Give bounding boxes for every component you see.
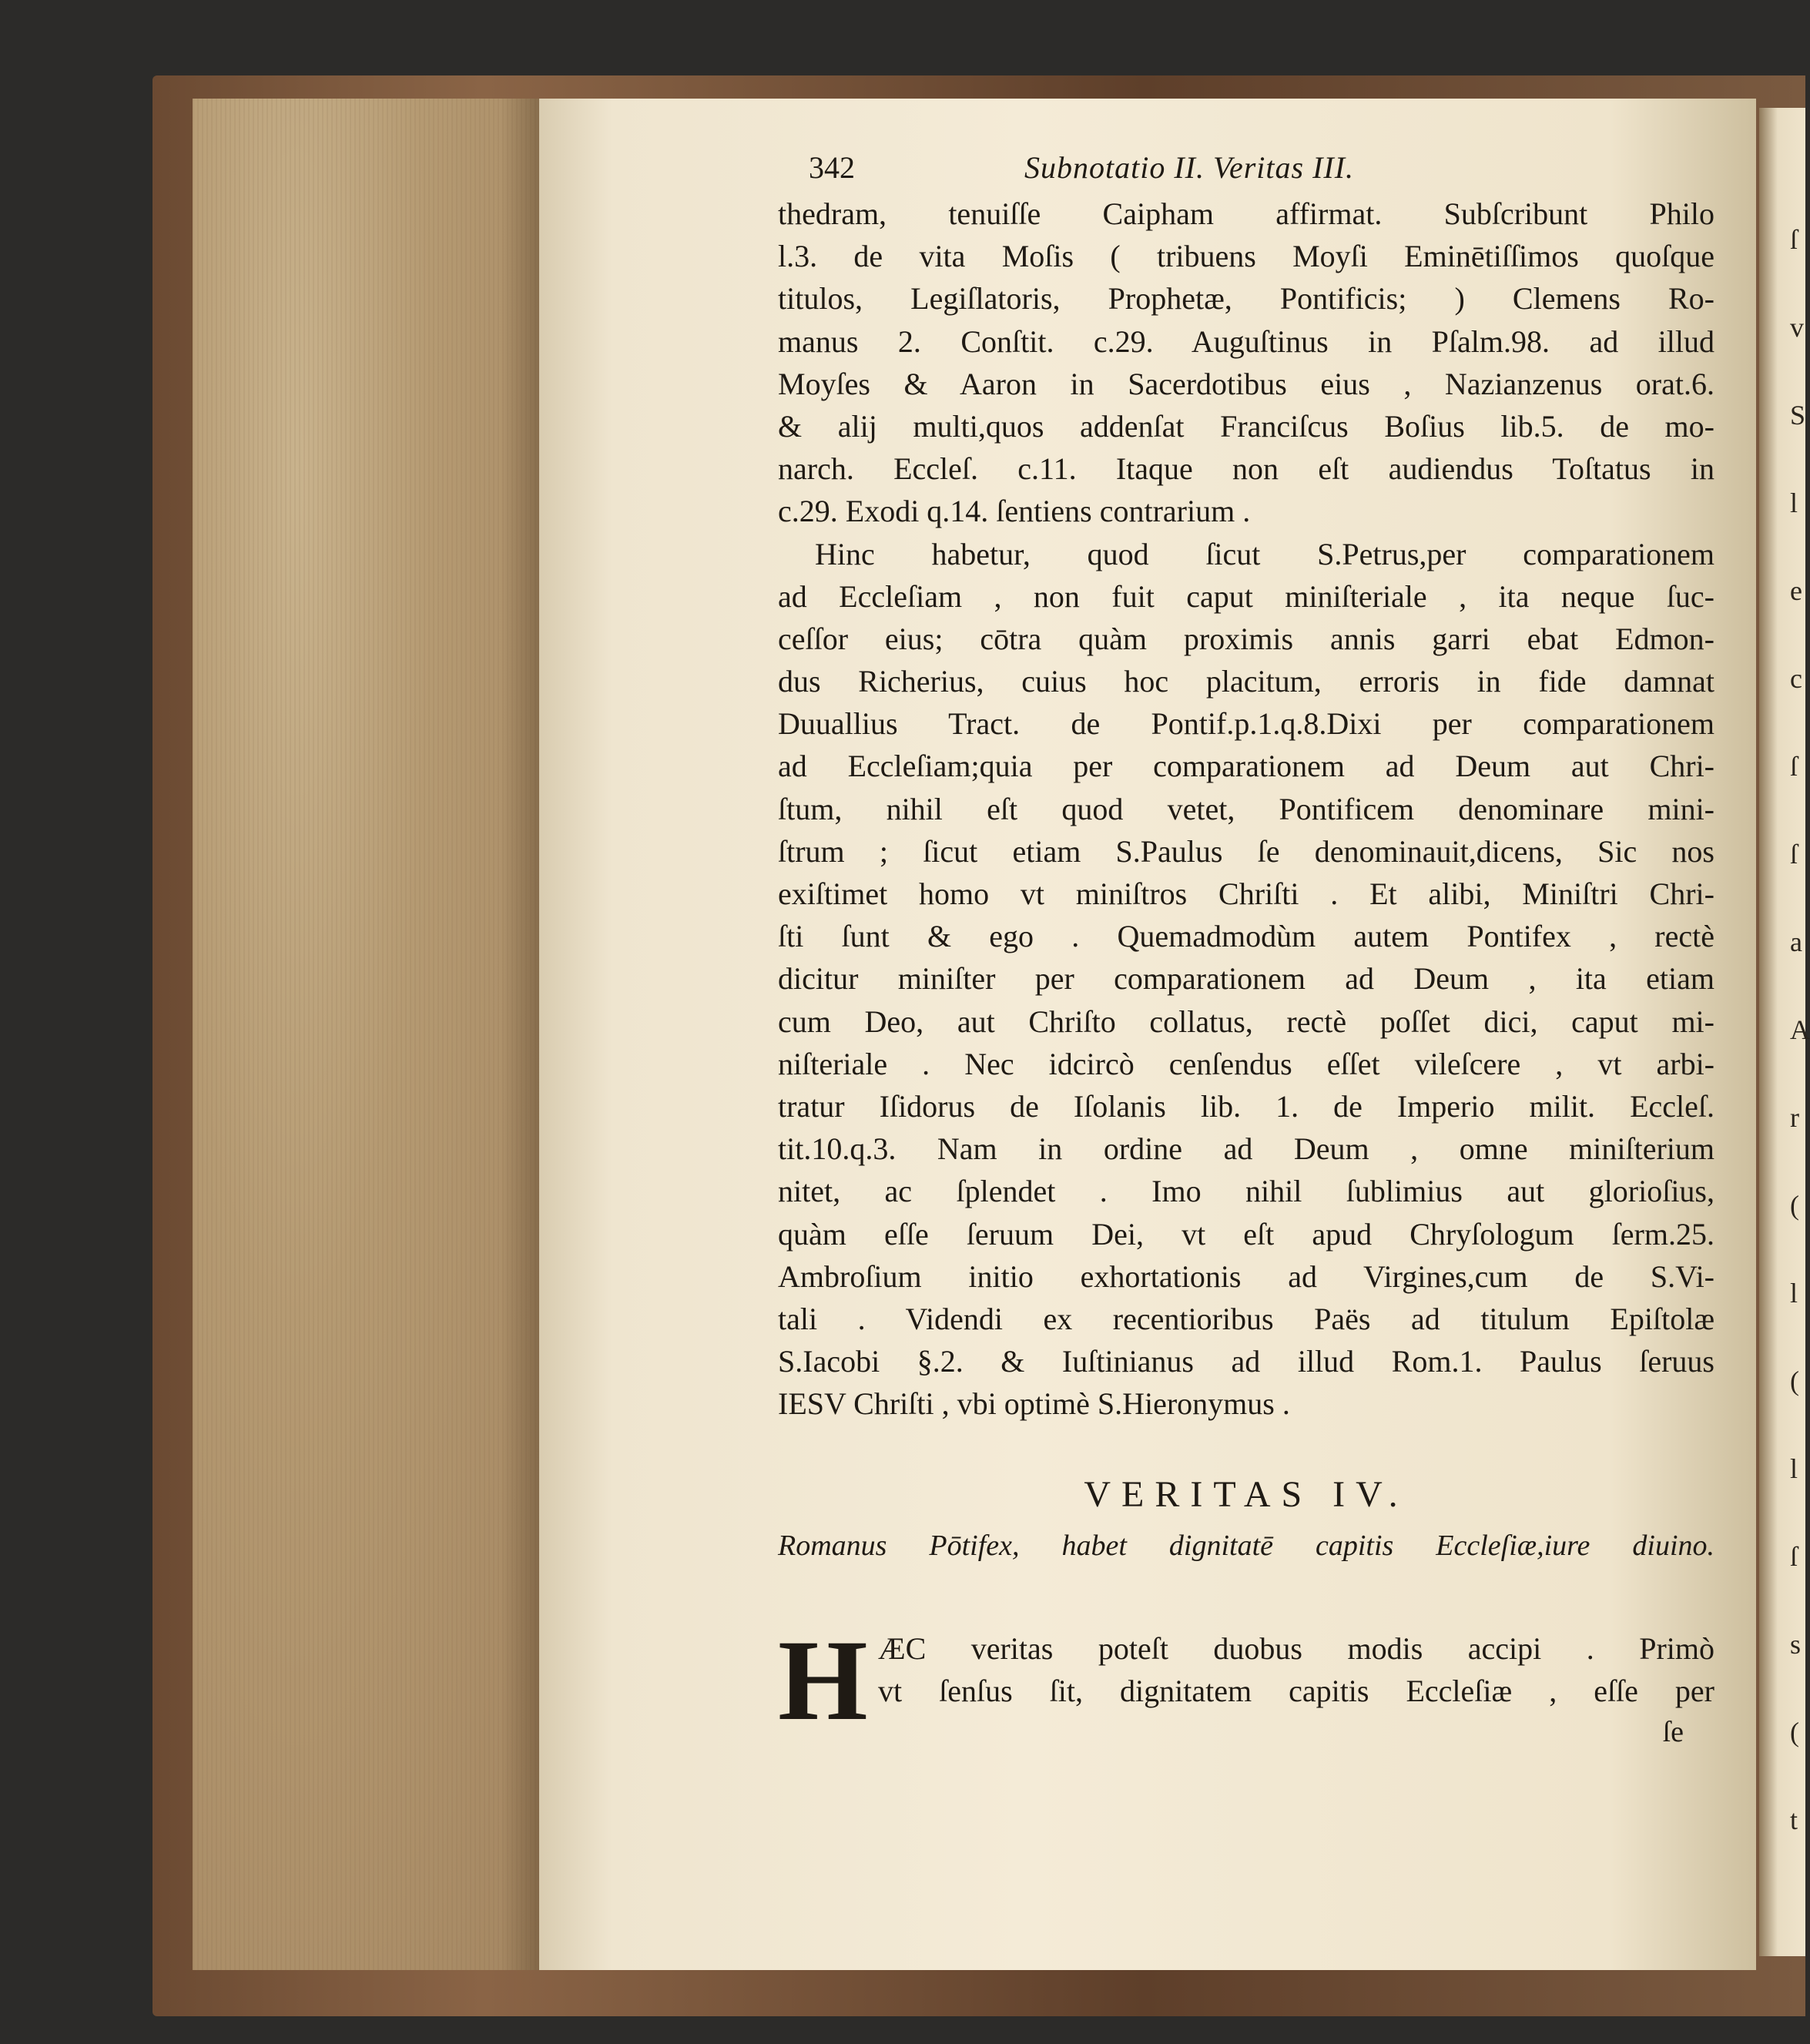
facing-page-letter: ſ: [1790, 1541, 1798, 1572]
body-line: manus 2. Conſtit. c.29. Auguſtinus in Pſalm.98. ad illud: [778, 323, 1714, 359]
running-title: Subnotatio II. Veritas III.: [1024, 150, 1355, 185]
catchword: ſe: [1662, 1716, 1684, 1749]
facing-page-letter: s: [1790, 1629, 1802, 1660]
body-line: c.29. Exodi q.14. ſentiens contrarium .: [778, 494, 1251, 529]
body-line: ad Eccleſiam , non fuit caput miniſteriale , ita neque ſuc-: [778, 578, 1714, 614]
body-line: narch. Eccleſ. c.11. Itaque non eſt audiendus Toſtatus in: [778, 451, 1714, 487]
running-head: [778, 146, 1714, 193]
body-line: ceſſor eius; cōtra quàm proximis annis garri ebat Edmon-: [778, 621, 1714, 656]
body-line: tali . Videndi ex recentioribus Paës ad titulum Epiſtolæ: [778, 1301, 1714, 1336]
facing-page-letter: r: [1790, 1102, 1799, 1133]
body-line: & alij multi,quos addenſat Franciſcus Boſius lib.5. de mo-: [778, 408, 1714, 444]
body-line: vt ſenſus ſit, dignitatem capitis Eccleſiæ , eſſe per: [878, 1674, 1714, 1709]
facing-page-letter: c: [1790, 663, 1802, 694]
body-line: quàm eſſe ſeruum Dei, vt eſt apud Chryſologum ſerm.25.: [778, 1216, 1714, 1252]
facing-page-letter: (: [1790, 1717, 1799, 1747]
opening-paragraph: [778, 1617, 1714, 1745]
body-line: Moyſes & Aaron in Sacerdotibus eius , Nazianzenus orat.6.: [778, 366, 1714, 401]
body-line: ÆC veritas poteſt duobus modis accipi . Primò: [878, 1631, 1714, 1667]
body-line: ſtrum ; ſicut etiam S.Paulus ſe denominauit,dicens, Sic nos: [778, 833, 1714, 869]
body-line: cum Deo, aut Chriſto collatus, rectè poſſet dici, caput mi-: [778, 1004, 1714, 1039]
facing-page-letter: ſ: [1790, 839, 1798, 870]
facing-page-letter: S: [1790, 400, 1806, 431]
facing-page-letter: A: [1790, 1014, 1810, 1045]
body-line: Ambroſium initio exhortationis ad Virgines,cum de S.Vi-: [778, 1258, 1714, 1294]
body-line: exiſtimet homo vt miniſtros Chriſti . Et alibi, Miniſtri Chri-: [778, 876, 1714, 911]
body-line: S.Iacobi §.2. & Iuſtinianus ad illud Rom.1. Paulus ſeruus: [778, 1344, 1714, 1379]
facing-page-letter: a: [1790, 927, 1802, 957]
body-line: Duuallius Tract. de Pontif.p.1.q.8.Dixi per comparationem: [778, 706, 1714, 742]
facing-page-letter: l: [1790, 488, 1798, 518]
body-line: ſtum, nihil eſt quod vetet, Pontificem denominare mini-: [778, 791, 1714, 826]
facing-page-letter: l: [1790, 1453, 1798, 1484]
section-subtitle: Romanus Pōtifex, habet dignitatē capitis Eccleſiæ,iure diuino.: [778, 1529, 1714, 1562]
gutter-shadow: [501, 99, 542, 1970]
body-line: Hinc habetur, quod ſicut S.Petrus,per comparationem: [815, 536, 1714, 571]
body-line: dicitur miniſter per comparationem ad Deum , ita etiam: [778, 961, 1714, 997]
page-block-edge: [193, 99, 539, 1970]
facing-page-letter: l: [1790, 1278, 1798, 1308]
body-line: niſteriale . Nec idcircò cenſendus eſſet vileſcere , vt arbi-: [778, 1046, 1714, 1081]
page-text: [778, 146, 1714, 1753]
facing-page-letter: e: [1790, 575, 1802, 606]
body-line: tratur Iſidorus de Iſolanis lib. 1. de Imperio milit. Eccleſ.: [778, 1088, 1714, 1124]
section-title: VERITAS IV.: [1084, 1474, 1409, 1516]
paragraph-1: [778, 193, 1714, 533]
facing-page-letter: t: [1790, 1804, 1798, 1835]
facing-page-letter: ſ: [1790, 224, 1798, 255]
body-line: dus Richerius, cuius hoc placitum, erroris in fide damnat: [778, 664, 1714, 699]
facing-page-letter: (: [1790, 1365, 1799, 1396]
drop-cap: H: [778, 1617, 868, 1745]
body-line: nitet, ac ſplendet . Imo nihil ſublimius aut glorioſius,: [778, 1174, 1714, 1209]
body-line: titulos, Legiſlatoris, Prophetæ, Pontificis; ) Clemens Ro-: [778, 281, 1714, 317]
facing-page-letter: (: [1790, 1190, 1799, 1221]
body-line: ad Eccleſiam;quia per comparationem ad Deum aut Chri-: [778, 749, 1714, 784]
facing-page-letter: ſ: [1790, 751, 1798, 782]
body-line: ſti ſunt & ego . Quemadmodùm autem Pontifex , rectè: [778, 919, 1714, 954]
page-number: 342: [809, 150, 855, 185]
body-line: tit.10.q.3. Nam in ordine ad Deum , omne miniſterium: [778, 1131, 1714, 1167]
paragraph-2: [778, 533, 1714, 1426]
body-line: IESV Chriſti , vbi optimè S.Hieronymus .: [778, 1386, 1290, 1422]
body-line: thedram, tenuiſſe Caipham affirmat. Subſcribunt Philo: [778, 196, 1714, 231]
facing-page-letter: v: [1790, 312, 1804, 343]
body-line: l.3. de vita Moſis ( tribuens Moyſi Eminētiſſimos quoſque: [778, 239, 1714, 274]
